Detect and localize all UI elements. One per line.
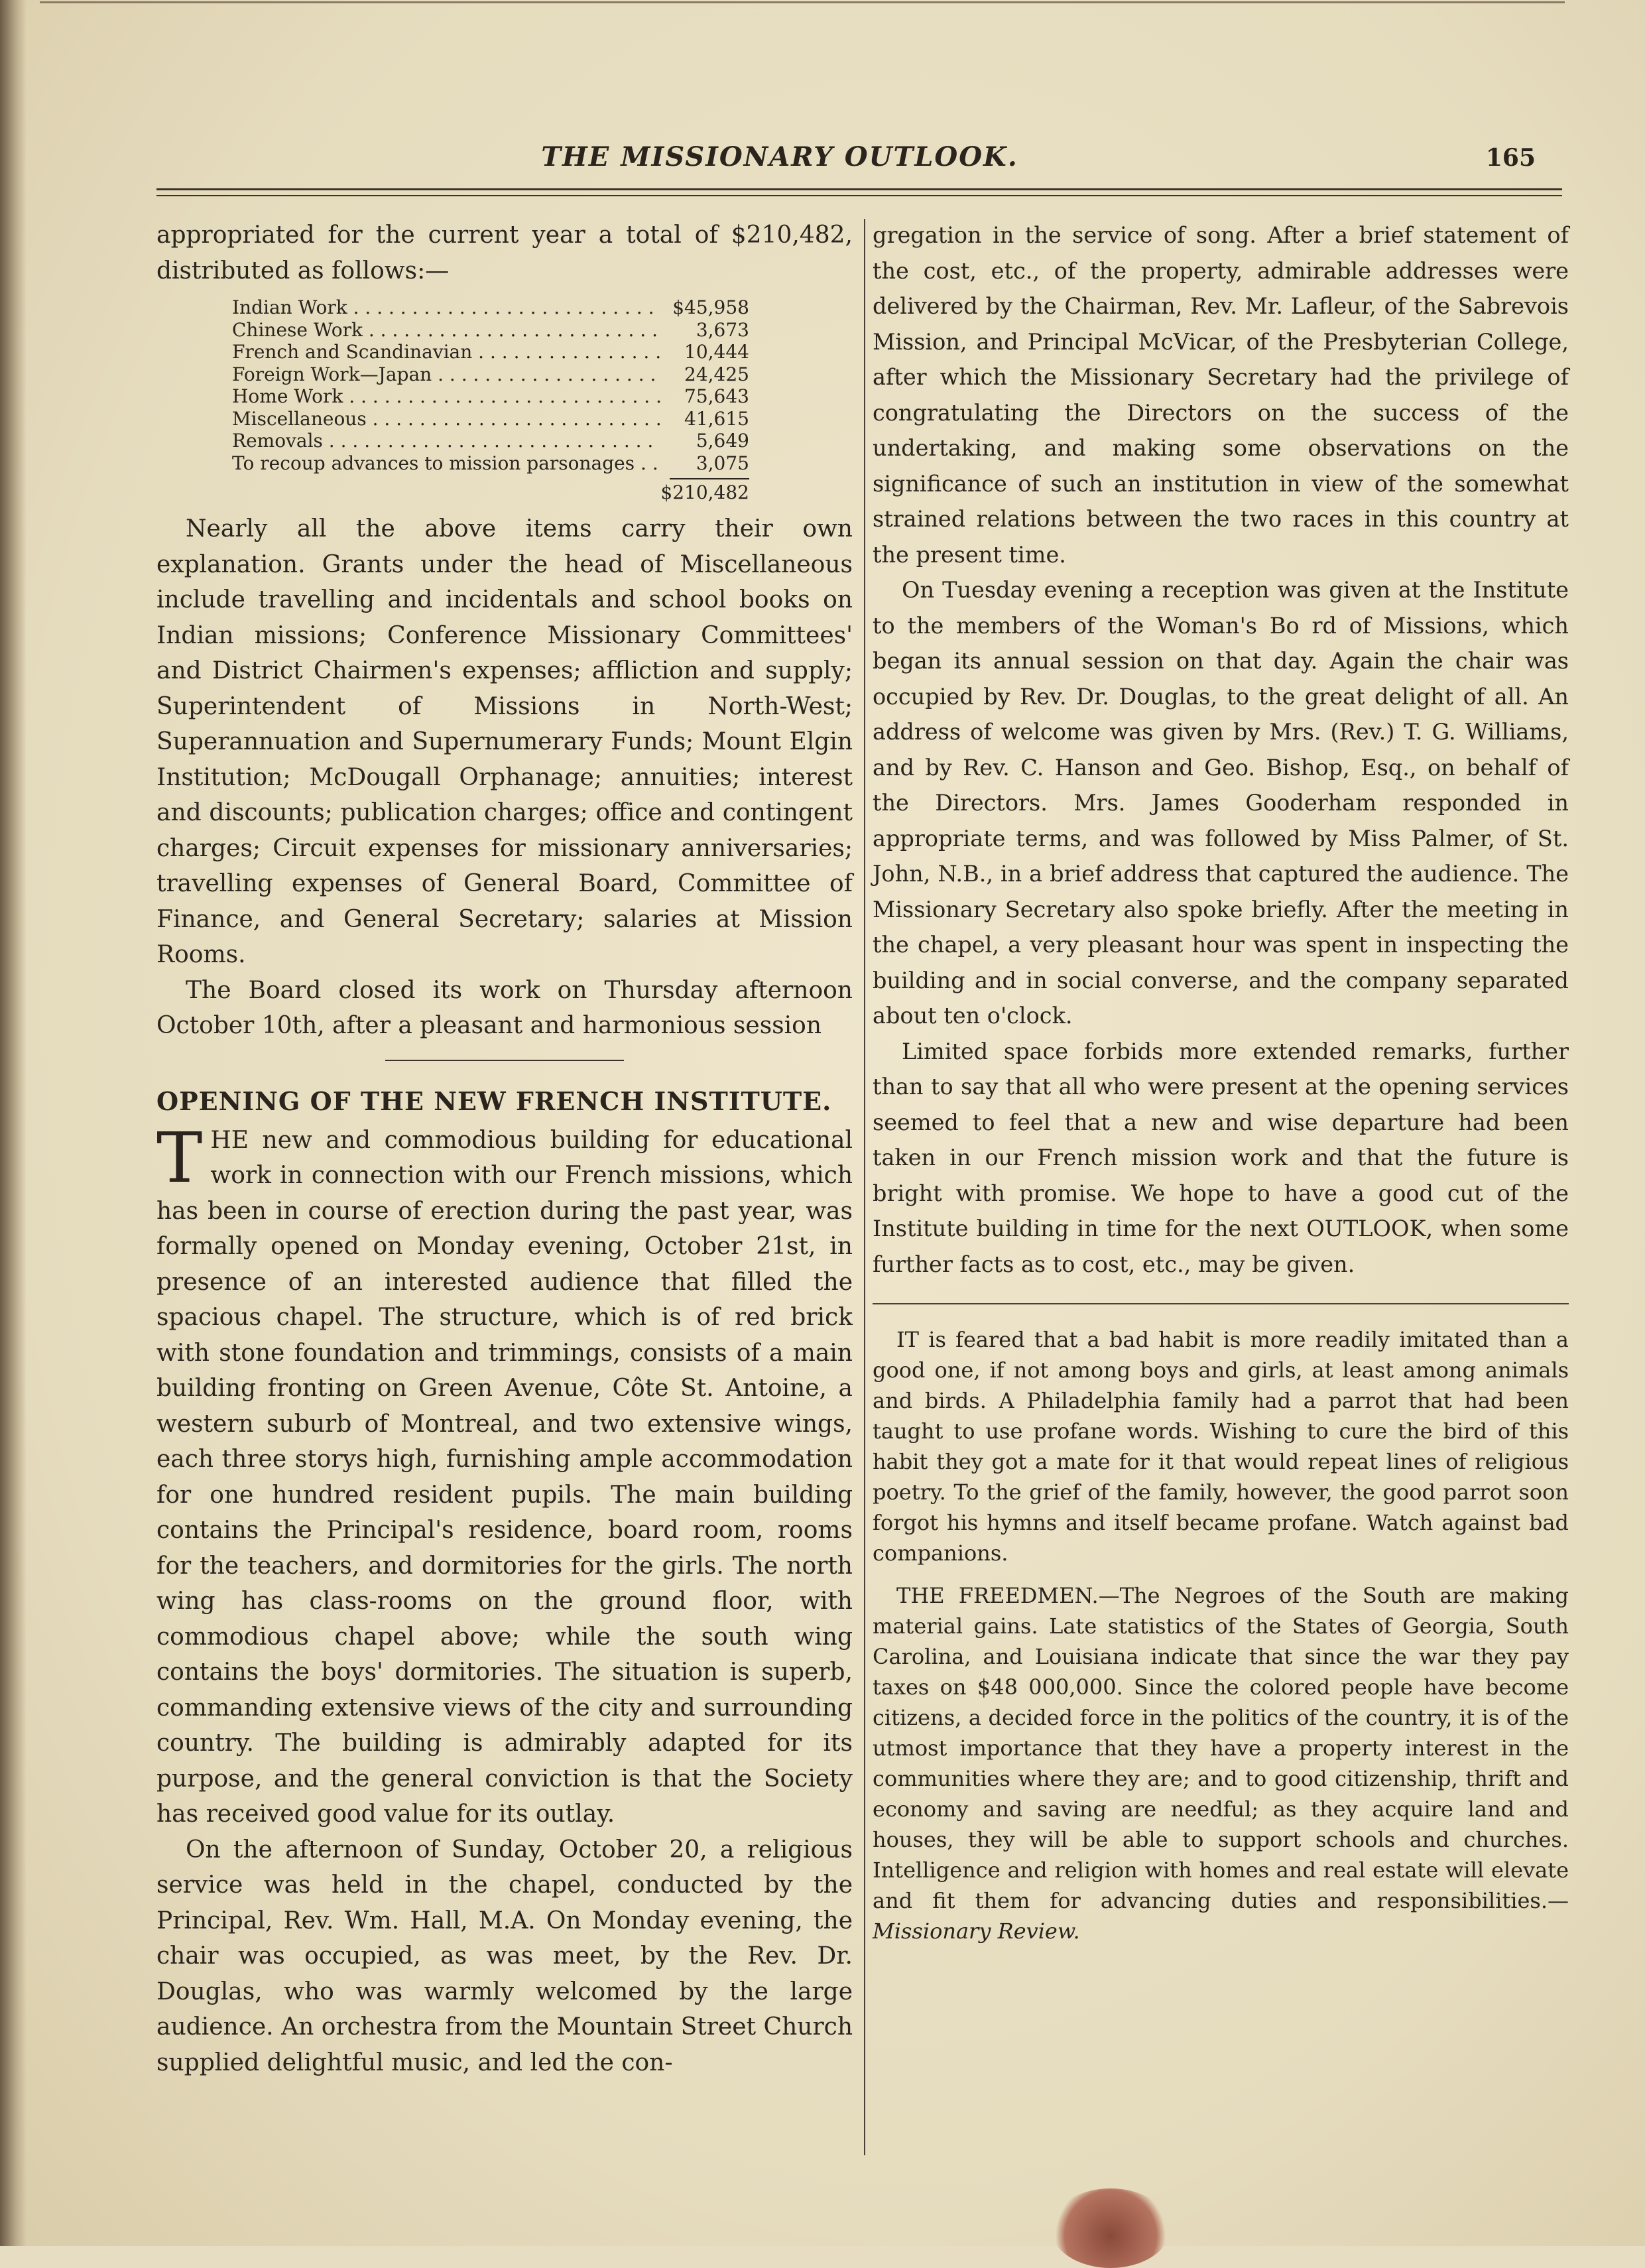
row-amount: 41,615	[684, 407, 749, 430]
freedmen-lead: THE FREEDMEN.	[896, 1583, 1099, 1608]
closing-remarks-paragraph: Limited space forbids more extended remarks, further than to say that all who were present at the opening services seemed to feel that a new and wise departure had been taken in our French mission work and that the future is bright with promise. We hope to have a good cut of the Institute building in time for the next OUTLOOK, when some further facts as to cost, etc., may be given.	[873, 1038, 1569, 1277]
bad-habit-paragraph: IT is feared that a bad habit is more readily imitated than a good one, if not among boys and girls, at least among animals and birds. A Philadelphia family had a parrot that had been taught to use profane words. Wishing to cure the bird of this habit they got a mate for it that would repeat lines of religious poetry. To the grief of the family, however, the good parrot soon forgot his hymns and itself became profane. Watch against bad companions.	[873, 1327, 1569, 1566]
appropriations-table	[232, 296, 749, 506]
top-edge-rule	[40, 1, 1565, 3]
continued-paragraph: gregation in the service of song. After a brief statement of the cost, etc., of the property, admirable addresses were delivered by the Chairman, Rev. Mr. Lafleur, of the Sabrevois Mission, and Principal McVicar, of the Presbyterian College, after which the Missionary Secretary had the privilege of congratulating the Directors on the success of the undertaking, and making some observations on the significance of such an institution in view of the somewhat strained relations between the two races in this country at the present time.	[873, 222, 1569, 568]
section-separator	[873, 1303, 1569, 1304]
left-column	[156, 218, 853, 2080]
row-amount: 24,425	[684, 363, 749, 385]
table-row	[232, 385, 749, 408]
drop-cap: T	[156, 1117, 203, 1198]
table-total: $210,482	[660, 481, 749, 503]
table-row	[232, 408, 749, 430]
article-heading: OPENING OF THE NEW FRENCH INSTITUTE.	[156, 1086, 832, 1116]
row-label: Home Work . . .	[232, 385, 661, 408]
row-label: Miscellaneous . . .	[232, 408, 661, 430]
table-row	[232, 430, 749, 452]
table-row	[232, 341, 749, 363]
running-header	[156, 136, 1575, 182]
header-rule-second	[156, 195, 1562, 196]
article-paragraph-1-text: HE new and commodious building for educational work in connection with our French missions, which has been in course of erection during the past year, was formally opened on Monday evening, October 21st, in presence of an interested audience that filled the spacious chapel. The structure, which is of red brick with stone foundation and trimmings, consists of a main building fronting on Green Avenue, Côte St. Antoine, a western suburb of Montreal, and two extensive wings, each three storys high, furnishing ample accommodation for one hundred resident pupils. The main building contains the Principal's residence, board room, rooms for the teachers, and dormitories for the girls. The north wing has class-rooms on the ground floor, with commodious chapel above; while the south wing contains the boys' dormitories. The situation is superb, commanding extensive views of the city and surrounding country. The building is admirably adapted for its purpose, and the general conviction is that the Society has received good value for its outlay.	[156, 1126, 853, 1828]
right-column	[873, 218, 1569, 1946]
thumb-mark	[1051, 2188, 1170, 2268]
row-label: Chinese Work . . .	[232, 319, 661, 342]
board-closing-paragraph: The Board closed its work on Thursday afternoon October 10th, after a pleasant and harmonious session	[156, 976, 853, 1039]
freedmen-text: —The Negroes of the South are making material gains. Late statistics of the States of Georgia, South Carolina, and Louisiana indicate that since the war they pay taxes on $48 000,000. Since the colored people have become citizens, a decided force in the politics of the country, it is of the utmost importance that they have a property interest in the communities where they are; and to good citizenship, thrift and economy and saving are needful; as they acquire land and houses, they will be able to support schools and churches. Intelligence and religion with homes and real estate will elevate and fit them for advancing duties and responsibilities.—	[873, 1583, 1569, 1913]
table-row	[232, 296, 749, 319]
reception-paragraph: On Tuesday evening a reception was given at the Institute to the members of the Woman's Bo rd of Missions, which began its annual session on that day. Again the chair was occupied by Rev. Dr. Douglas, to the great delight of all. An address of welcome was given by Mrs. (Rev.) T. G. Williams, and by Rev. C. Hanson and Geo. Bishop, Esq., on behalf of the Directors. Mrs. James Gooderham responded in appropriate terms, and was followed by Miss Palmer, of St. John, N.B., in a brief address that captured the audience. The Missionary Secretary also spoke briefly. After the meeting in the chapel, a very pleasant hour was spent in inspecting the building and in social converse, and the company separated about ten o'clock.	[873, 577, 1569, 1029]
row-label: French and Scandinavian . . .	[232, 341, 661, 363]
table-row	[232, 452, 749, 475]
freedmen-paragraph	[873, 1580, 1569, 1946]
binding-shadow	[0, 0, 27, 2246]
table-row	[232, 319, 749, 342]
row-label: Foreign Work—Japan . . .	[232, 363, 661, 386]
header-rule	[156, 188, 1562, 190]
row-amount: $45,958	[672, 296, 749, 318]
article-paragraph-1	[156, 1117, 853, 1832]
explanation-paragraph: Nearly all the above items carry their own explanation. Grants under the head of Miscellaneous include travelling and incidentals and school books on Indian missions; Conference Missionary Committees' and District Chairmen's expenses; affliction and supply; Superintendent of Missions in North-West; Superannuation and Supernumerary Funds; Mount Elgin Institution; McDougall Orphanage; annuities; interest and discounts; publication charges; office and contingent charges; Circuit expenses for missionary anniversaries; travelling expenses of General Board, Committee of Finance, and General Secretary; salaries at Mission Rooms.	[156, 515, 853, 968]
row-amount: 3,075	[696, 452, 749, 474]
running-title: THE MISSIONARY OUTLOOK.	[541, 141, 1018, 172]
freedmen-source: Missionary Review.	[873, 1919, 1080, 1944]
column-divider	[864, 219, 865, 2155]
table-row	[232, 363, 749, 386]
row-amount: 10,444	[684, 341, 749, 363]
appropriation-intro: appropriated for the current year a total of $210,482, distributed as follows:—	[156, 221, 853, 284]
row-amount: 5,649	[696, 430, 749, 452]
row-amount: 75,643	[684, 385, 749, 407]
section-separator	[385, 1060, 624, 1061]
row-label: To recoup advances to mission parsonages . . .	[232, 452, 661, 475]
row-label: Removals . . .	[232, 430, 661, 452]
page-number: 165	[1485, 144, 1536, 172]
row-label: Indian Work . . .	[232, 296, 661, 319]
row-amount: 3,673	[696, 318, 749, 341]
article-paragraph-2: On the afternoon of Sunday, October 20, a religious service was held in the chapel, conducted by the Principal, Rev. Wm. Hall, M.A. On Monday evening, the chair was occupied, as was meet, by the Rev. Dr. Douglas, who was warmly welcomed by the large audience. An orchestra from the Mountain Street Church supplied delightful music, and led the con-	[156, 1836, 853, 2076]
